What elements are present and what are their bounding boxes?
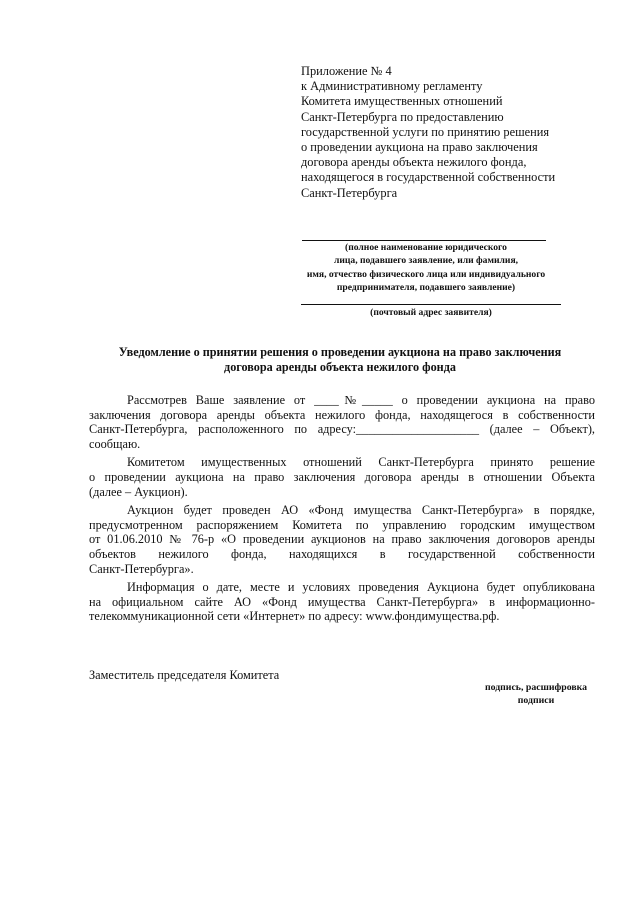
text-line: Санкт-Петербурга, расположенного по адресу:____________________ (далее – Объект), bbox=[89, 422, 595, 437]
caption-line: предпринимателя, подавшего заявление) bbox=[336, 282, 516, 294]
text-line: заключения договора аренды объекта нежилого фонда, находящегося в собственности bbox=[89, 407, 595, 422]
appendix-line: договора аренды объекта нежилого фонда, bbox=[301, 155, 527, 170]
paragraph-decision bbox=[89, 455, 595, 499]
caption-line: имя, отчество физического лица или индивидуального bbox=[306, 268, 546, 280]
text-line: предусмотренном распоряжением Комитета по управлению городским имуществом bbox=[89, 517, 595, 532]
appendix-line: Санкт-Петербурга по предоставлению bbox=[301, 109, 504, 124]
title-line: договора аренды объекта нежилого фонда bbox=[224, 360, 456, 375]
applicant-address-caption bbox=[301, 306, 561, 319]
text-line: объектов нежилого фонда, находящихся в государственной собственности bbox=[89, 546, 595, 561]
text-line: телекоммуникационной сети «Интернет» по адресу: www.фондимущества.рф. bbox=[89, 609, 500, 624]
signatory-position: Заместитель председателя Комитета bbox=[89, 668, 280, 682]
text-line: Аукцион будет проведен АО «Фонд имущества Санкт-Петербурга» в порядке, bbox=[127, 503, 595, 518]
caption-line: подписи bbox=[517, 695, 555, 706]
caption-line: (почтовый адрес заявителя) bbox=[370, 307, 492, 318]
applicant-address-line bbox=[301, 304, 561, 305]
caption-line: подпись, расшифровка bbox=[484, 682, 588, 693]
title-line: Уведомление о принятии решения о проведении аукциона на право заключения bbox=[118, 345, 562, 359]
text-line: (далее – Аукцион). bbox=[89, 484, 188, 499]
notice-body bbox=[89, 393, 595, 628]
appendix-line: Комитета имущественных отношений bbox=[301, 94, 503, 109]
text-line: сообщаю. bbox=[89, 436, 141, 451]
text-line: Комитетом имущественных отношений Санкт-Петербурга принято решение bbox=[127, 455, 595, 470]
appendix-line: Приложение № 4 bbox=[301, 64, 392, 78]
paragraph-application bbox=[89, 393, 595, 451]
appendix-line: о проведении аукциона на право заключения bbox=[301, 140, 538, 155]
appendix-line: к Административному регламенту bbox=[301, 79, 483, 94]
caption-line: (полное наименование юридического bbox=[345, 242, 507, 253]
notice-title bbox=[80, 345, 600, 375]
text-line: о проведении аукциона на право заключения договора аренды в отношении Объекта bbox=[89, 469, 595, 484]
appendix-line: государственной услуги по принятию решения bbox=[301, 124, 550, 139]
appendix-header bbox=[301, 64, 601, 201]
text-line: Рассмотрев Ваше заявление от ____№_____ о проведении аукциона на право bbox=[127, 393, 595, 407]
text-line: от 01.06.2010 № 76-р «О проведении аукционов на право заключения договоров аренды bbox=[89, 532, 595, 547]
signature-caption bbox=[466, 681, 606, 707]
text-line: на официальном сайте АО «Фонд имущества Санкт-Петербурга» в информационно- bbox=[89, 594, 595, 609]
text-line: Санкт-Петербурга». bbox=[89, 561, 194, 576]
appendix-line: Санкт-Петербурга bbox=[301, 185, 398, 200]
paragraph-publication bbox=[89, 580, 595, 624]
paragraph-auction-organizer bbox=[89, 503, 595, 576]
applicant-name-caption bbox=[276, 241, 576, 295]
caption-line: лица, подавшего заявление, или фамилия, bbox=[333, 255, 519, 267]
appendix-line: находящегося в государственной собственности bbox=[301, 170, 556, 185]
text-line: Информация о дате, месте и условиях проведения Аукциона будет опубликована bbox=[127, 580, 595, 595]
